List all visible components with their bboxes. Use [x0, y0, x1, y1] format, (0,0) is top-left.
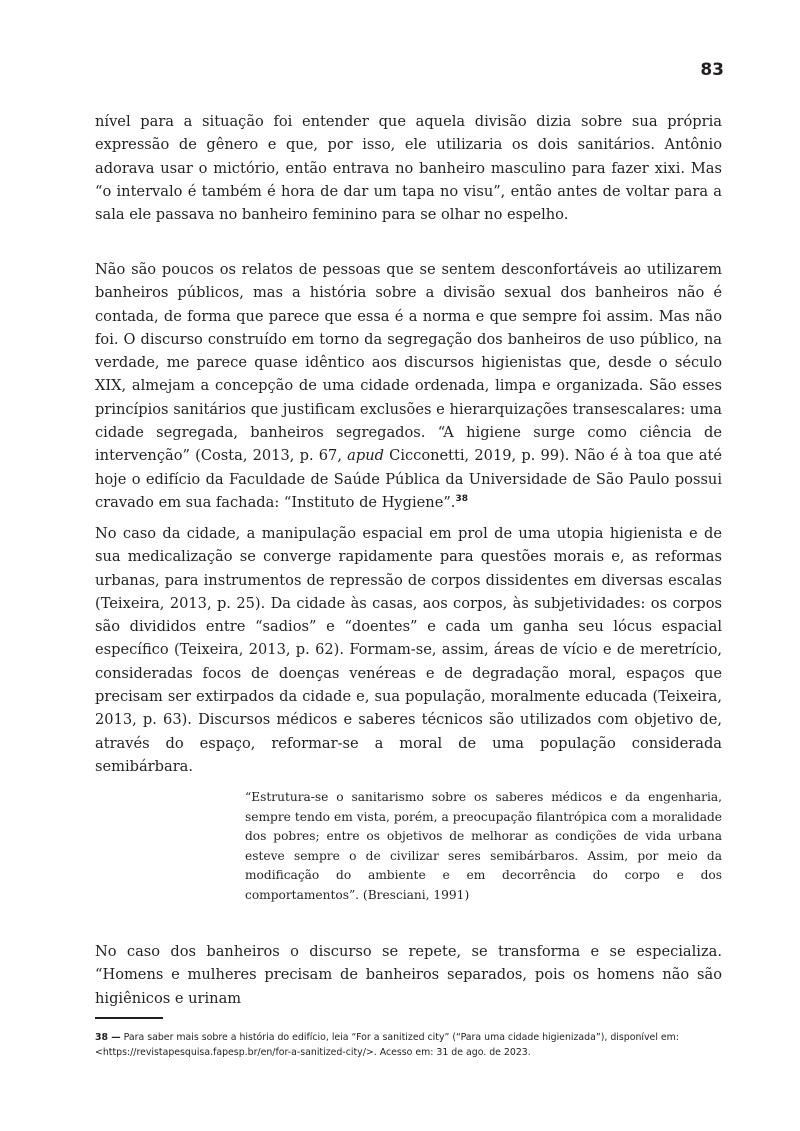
- paragraph-5: No caso dos banheiros o discurso se repete, se transforma e se especializa. “Homens e mulheres precisam de banheiros separados, pois os homens não são higiênicos e urinam: [95, 943, 722, 1007]
- paragraph-3: No caso da cidade, a manipulação espacial em prol de uma utopia higienista e de sua medicalização se converge rapidamente para questões morais e, as reformas urbanas, para instrumentos de repressão de corpos dissidentes em diversas escalas (Teixeira, 2013, p. 25). Da cidade às casas, aos corpos, às subjetividades: os corpos são divididos entre “sadios” e “doentes” e cada um ganha seu lócus espacial específico (Teixeira, 2013, p. 62). Formam-se, assim, áreas de vício e de meretrício, consideradas focos de doenças venéreas e de degradação moral, espaços que precisam ser extirpados da cidade e, sua população, moralmente educada (Teixeira, 2013, p. 63). Discursos médicos e saberes técnicos são utilizados com objetivo de, através do espaço, reformar-se a moral de uma população considerada semibárbara.: [95, 525, 722, 775]
- block-quote: “Estrutura-se o sanitarismo sobre os saberes médicos e da engenharia, sempre tendo em vista, porém, a preocupação filantrópica com a moralidade dos pobres; entre os objetivos de melhorar as condições de vida urbana esteve sempre o de civilizar seres semibárbaros. Assim, por meio da modificação do ambiente e em decorrência do corpo e dos comportamentos”. (Bresciani, 1991): [245, 790, 722, 902]
- paragraph-2: [95, 258, 722, 514]
- paragraph-2-text-b: Cicconetti, 2019, p. 99). Não é à toa que até hoje o edifício da Faculdade de Saúde Pública da Universidade de São Paulo possui cravado em sua fachada: “Instituto de Hygiene”.: [95, 447, 723, 511]
- footnote-reference-38[interactable]: 38: [455, 494, 468, 505]
- footnote-divider: [95, 1017, 163, 1019]
- footnote-text: Para saber mais sobre a história do edifício, leia “For a sanitized city” (“Para uma cidade higienizada”), disponível em: <https://revistapesquisa.fapesp.br/en/for-a-sanitized-city/>. Acesso em: 31 de ago. de 2023.: [95, 1032, 679, 1058]
- footnote-38: [95, 1030, 722, 1060]
- apud-italic: apud: [347, 447, 384, 465]
- page-number: 83: [700, 60, 724, 80]
- paragraph-1: nível para a situação foi entender que aquela divisão dizia sobre sua própria expressão de gênero e que, por isso, ele utilizaria os dois sanitários. Antônio adorava usar o mictório, então entrava no banheiro masculino para fazer xixi. Mas “o intervalo é também é hora de dar um tapa no visu”, então antes de voltar para a sala ele passava no banheiro feminino para se olhar no espelho.: [95, 113, 722, 224]
- footnote-number: 38 —: [95, 1032, 121, 1043]
- paragraph-2-text-a: Não são poucos os relatos de pessoas que se sentem desconfortáveis ao utilizarem banheiros públicos, mas a história sobre a divisão sexual dos banheiros não é contada, de forma que parece que essa é a norma e que sempre foi assim. Mas não foi. O discurso construído em torno da segregação dos banheiros de uso público, na verdade, me parece quase idêntico aos discursos higienistas que, desde o século XIX, almejam a concepção de uma cidade ordenada, limpa e organizada. São esses princípios sanitários que justificam exclusões e hierarquizações transescalares: uma cidade segregada, banheiros segregados. “A higiene surge como ciência de intervenção” (Costa, 2013, p. 67,: [95, 261, 722, 465]
